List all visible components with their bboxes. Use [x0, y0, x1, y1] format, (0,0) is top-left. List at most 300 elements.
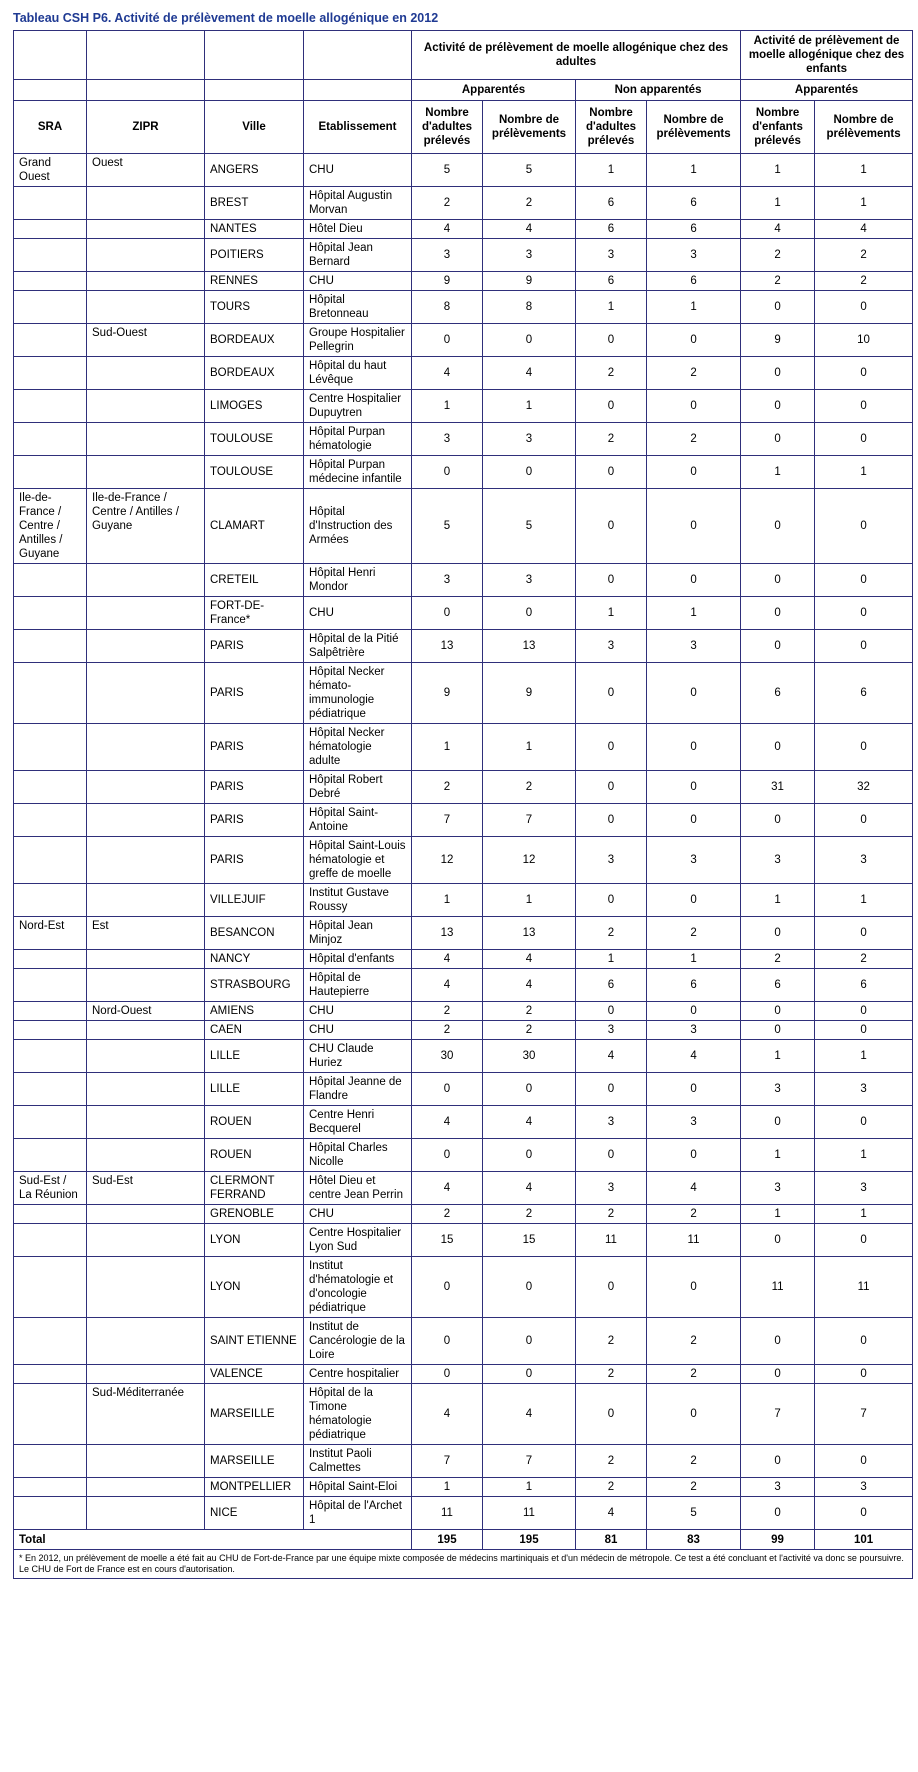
cell-value: 1	[815, 187, 913, 220]
cell-ville: FORT-DE-France*	[205, 597, 304, 630]
cell-value: 10	[815, 324, 913, 357]
header-adultes-preleves: Nombre d'adultes prélevés	[412, 101, 483, 154]
cell-value: 0	[576, 324, 647, 357]
cell-value: 6	[647, 220, 741, 239]
cell-value: 32	[815, 771, 913, 804]
cell-value: 3	[741, 837, 815, 884]
cell-zipr	[87, 1106, 205, 1139]
cell-zipr	[87, 1445, 205, 1478]
table-row	[14, 1106, 913, 1139]
cell-value: 4	[647, 1040, 741, 1073]
cell-value: 15	[483, 1224, 576, 1257]
table-row	[14, 1224, 913, 1257]
cell-value: 1	[412, 884, 483, 917]
cell-value: 1	[647, 154, 741, 187]
cell-ville: POITIERS	[205, 239, 304, 272]
cell-value: 2	[815, 950, 913, 969]
cell-etablissement: Hôpital Jean Bernard	[304, 239, 412, 272]
header-row-group	[14, 31, 913, 80]
cell-value: 6	[647, 969, 741, 1002]
cell-ville: BESANCON	[205, 917, 304, 950]
cell-sra	[14, 1257, 87, 1318]
cell-ville: ROUEN	[205, 1106, 304, 1139]
table-row	[14, 1073, 913, 1106]
cell-etablissement: CHU	[304, 1002, 412, 1021]
cell-value: 4	[412, 1172, 483, 1205]
table-row	[14, 724, 913, 771]
cell-value: 2	[741, 950, 815, 969]
cell-value: 2	[412, 187, 483, 220]
cell-zipr	[87, 187, 205, 220]
header-prelevements-enf: Nombre de prélèvements	[815, 101, 913, 154]
table-row	[14, 564, 913, 597]
cell-value: 2	[576, 1478, 647, 1497]
cell-value: 3	[647, 1021, 741, 1040]
header-adultes-preleves-na: Nombre d'adultes prélevés	[576, 101, 647, 154]
cell-value: 1	[412, 1478, 483, 1497]
cell-value: 0	[647, 1384, 741, 1445]
cell-value: 1	[815, 1139, 913, 1172]
header-prelevements: Nombre de prélèvements	[483, 101, 576, 154]
cell-etablissement: Hôpital Henri Mondor	[304, 564, 412, 597]
cell-zipr	[87, 1497, 205, 1530]
cell-zipr	[87, 597, 205, 630]
cell-value: 9	[412, 663, 483, 724]
cell-value: 0	[815, 489, 913, 564]
cell-etablissement: Hôpital du haut Lévêque	[304, 357, 412, 390]
cell-zipr	[87, 1021, 205, 1040]
cell-value: 0	[741, 489, 815, 564]
cell-value: 6	[576, 969, 647, 1002]
cell-etablissement: Hôpital Necker hémato-immunologie pédiatrique	[304, 663, 412, 724]
cell-sra	[14, 1318, 87, 1365]
cell-value: 0	[647, 771, 741, 804]
cell-value: 1	[412, 390, 483, 423]
cell-value: 1	[576, 291, 647, 324]
cell-sra	[14, 239, 87, 272]
cell-sra	[14, 884, 87, 917]
header-blank	[14, 80, 87, 101]
cell-value: 2	[412, 1021, 483, 1040]
table-row	[14, 837, 913, 884]
header-group-adults: Activité de prélèvement de moelle allogénique chez des adultes	[412, 31, 741, 80]
cell-value: 7	[483, 804, 576, 837]
cell-value: 3	[815, 1073, 913, 1106]
cell-value: 0	[741, 1002, 815, 1021]
cell-value: 1	[647, 597, 741, 630]
cell-value: 1	[741, 1139, 815, 1172]
cell-value: 0	[741, 423, 815, 456]
cell-etablissement: CHU	[304, 597, 412, 630]
cell-ville: NANCY	[205, 950, 304, 969]
cell-etablissement: Hôpital de la Pitié Salpêtrière	[304, 630, 412, 663]
cell-value: 1	[647, 950, 741, 969]
cell-value: 1	[741, 884, 815, 917]
cell-value: 0	[483, 1318, 576, 1365]
cell-value: 0	[576, 1257, 647, 1318]
cell-sra	[14, 564, 87, 597]
cell-value: 0	[647, 390, 741, 423]
cell-etablissement: Hôpital Charles Nicolle	[304, 1139, 412, 1172]
header-blank	[87, 31, 205, 80]
total-cell: 195	[483, 1530, 576, 1550]
cell-zipr	[87, 969, 205, 1002]
table-row	[14, 291, 913, 324]
cell-value: 0	[647, 663, 741, 724]
cell-ville: PARIS	[205, 837, 304, 884]
cell-value: 3	[647, 1106, 741, 1139]
cell-value: 0	[815, 630, 913, 663]
cell-value: 1	[412, 724, 483, 771]
cell-value: 2	[576, 1205, 647, 1224]
cell-zipr	[87, 390, 205, 423]
cell-value: 2	[576, 1445, 647, 1478]
cell-ville: ANGERS	[205, 154, 304, 187]
cell-ville: PARIS	[205, 663, 304, 724]
cell-value: 1	[815, 456, 913, 489]
cell-value: 0	[741, 1497, 815, 1530]
cell-ville: PARIS	[205, 724, 304, 771]
header-apparentes-children: Apparentés	[741, 80, 913, 101]
cell-zipr	[87, 771, 205, 804]
cell-sra	[14, 1445, 87, 1478]
cell-value: 1	[741, 1040, 815, 1073]
cell-value: 2	[647, 1205, 741, 1224]
cell-etablissement: Hôpital de l'Archet 1	[304, 1497, 412, 1530]
cell-value: 3	[483, 239, 576, 272]
cell-value: 3	[647, 630, 741, 663]
cell-zipr	[87, 1478, 205, 1497]
cell-value: 6	[741, 969, 815, 1002]
cell-etablissement: Institut Gustave Roussy	[304, 884, 412, 917]
cell-zipr	[87, 1205, 205, 1224]
table-row	[14, 1365, 913, 1384]
cell-value: 12	[483, 837, 576, 884]
cell-value: 0	[576, 884, 647, 917]
cell-sra	[14, 357, 87, 390]
cell-sra	[14, 1384, 87, 1445]
cell-etablissement: CHU	[304, 154, 412, 187]
table-row	[14, 187, 913, 220]
cell-value: 3	[576, 837, 647, 884]
cell-value: 0	[483, 1073, 576, 1106]
cell-value: 0	[576, 564, 647, 597]
cell-ville: AMIENS	[205, 1002, 304, 1021]
header-blank	[304, 80, 412, 101]
cell-ville: CLERMONT FERRAND	[205, 1172, 304, 1205]
cell-value: 0	[815, 1445, 913, 1478]
cell-value: 4	[483, 357, 576, 390]
cell-value: 2	[483, 1021, 576, 1040]
cell-value: 31	[741, 771, 815, 804]
cell-value: 2	[576, 1365, 647, 1384]
cell-sra	[14, 1478, 87, 1497]
cell-value: 0	[483, 456, 576, 489]
table-row	[14, 663, 913, 724]
total-cell: 101	[815, 1530, 913, 1550]
table-row	[14, 390, 913, 423]
cell-sra	[14, 771, 87, 804]
cell-zipr	[87, 884, 205, 917]
table-row	[14, 423, 913, 456]
cell-value: 8	[483, 291, 576, 324]
cell-value: 0	[647, 1002, 741, 1021]
cell-value: 2	[741, 272, 815, 291]
cell-value: 9	[412, 272, 483, 291]
cell-ville: LILLE	[205, 1073, 304, 1106]
cell-value: 3	[412, 423, 483, 456]
cell-value: 1	[815, 884, 913, 917]
cell-value: 0	[815, 357, 913, 390]
cell-zipr	[87, 1365, 205, 1384]
table-row	[14, 630, 913, 663]
cell-value: 0	[741, 917, 815, 950]
cell-value: 0	[741, 357, 815, 390]
cell-value: 0	[483, 1139, 576, 1172]
cell-value: 6	[815, 663, 913, 724]
cell-zipr	[87, 220, 205, 239]
cell-value: 6	[576, 220, 647, 239]
cell-value: 0	[815, 1365, 913, 1384]
cell-value: 9	[741, 324, 815, 357]
cell-ville: TOULOUSE	[205, 456, 304, 489]
table-row	[14, 1445, 913, 1478]
cell-value: 2	[576, 1318, 647, 1365]
cell-value: 0	[483, 324, 576, 357]
cell-zipr	[87, 456, 205, 489]
cell-ville: LILLE	[205, 1040, 304, 1073]
cell-value: 8	[412, 291, 483, 324]
cell-ville: BREST	[205, 187, 304, 220]
cell-value: 0	[815, 597, 913, 630]
cell-value: 3	[741, 1172, 815, 1205]
cell-sra	[14, 1224, 87, 1257]
cell-value: 1	[741, 154, 815, 187]
cell-value: 2	[647, 917, 741, 950]
cell-value: 11	[483, 1497, 576, 1530]
cell-value: 1	[576, 597, 647, 630]
table-row	[14, 597, 913, 630]
cell-value: 0	[576, 1384, 647, 1445]
cell-value: 2	[647, 1318, 741, 1365]
cell-value: 0	[647, 456, 741, 489]
cell-ville: ROUEN	[205, 1139, 304, 1172]
cell-value: 0	[647, 724, 741, 771]
cell-zipr	[87, 272, 205, 291]
cell-value: 0	[741, 390, 815, 423]
cell-ville: RENNES	[205, 272, 304, 291]
cell-etablissement: CHU	[304, 272, 412, 291]
cell-value: 0	[647, 564, 741, 597]
cell-ville: MONTPELLIER	[205, 1478, 304, 1497]
table-row	[14, 1318, 913, 1365]
header-prelevements-na: Nombre de prélèvements	[647, 101, 741, 154]
cell-value: 0	[412, 597, 483, 630]
cell-value: 1	[815, 1205, 913, 1224]
cell-value: 7	[412, 1445, 483, 1478]
total-row	[14, 1530, 913, 1550]
cell-value: 0	[576, 489, 647, 564]
header-row-subgroup	[14, 80, 913, 101]
cell-ville: NICE	[205, 1497, 304, 1530]
cell-value: 2	[741, 239, 815, 272]
cell-zipr: Sud-Méditerranée	[87, 1384, 205, 1445]
cell-etablissement: CHU	[304, 1021, 412, 1040]
cell-etablissement: Hôpital Purpan médecine infantile	[304, 456, 412, 489]
cell-etablissement: Groupe Hospitalier Pellegrin	[304, 324, 412, 357]
cell-ville: MARSEILLE	[205, 1445, 304, 1478]
cell-sra: Sud-Est / La Réunion	[14, 1172, 87, 1205]
total-cell: 83	[647, 1530, 741, 1550]
cell-ville: CRETEIL	[205, 564, 304, 597]
cell-zipr	[87, 357, 205, 390]
cell-value: 2	[483, 771, 576, 804]
cell-etablissement: Hôpital Augustin Morvan	[304, 187, 412, 220]
cell-value: 1	[576, 950, 647, 969]
cell-etablissement: CHU	[304, 1205, 412, 1224]
cell-value: 4	[576, 1497, 647, 1530]
cell-value: 0	[741, 724, 815, 771]
header-sra: SRA	[14, 101, 87, 154]
cell-value: 9	[483, 272, 576, 291]
table-row	[14, 1021, 913, 1040]
cell-value: 0	[412, 1365, 483, 1384]
header-blank	[87, 80, 205, 101]
cell-value: 5	[483, 154, 576, 187]
cell-value: 6	[647, 272, 741, 291]
cell-value: 0	[741, 1445, 815, 1478]
header-group-children: Activité de prélèvement de moelle allogénique chez des enfants	[741, 31, 913, 80]
cell-etablissement: Hôpital Bretonneau	[304, 291, 412, 324]
cell-value: 11	[412, 1497, 483, 1530]
cell-value: 0	[741, 1021, 815, 1040]
cell-value: 0	[815, 423, 913, 456]
cell-ville: LYON	[205, 1257, 304, 1318]
cell-value: 0	[412, 1257, 483, 1318]
table-row	[14, 1257, 913, 1318]
cell-value: 3	[815, 837, 913, 884]
cell-sra	[14, 1365, 87, 1384]
cell-value: 4	[576, 1040, 647, 1073]
cell-value: 2	[576, 917, 647, 950]
cell-value: 0	[815, 390, 913, 423]
cell-value: 0	[576, 1073, 647, 1106]
cell-ville: PARIS	[205, 630, 304, 663]
cell-value: 1	[815, 1040, 913, 1073]
cell-etablissement: Hôpital Saint-Louis hématologie et greffe de moelle	[304, 837, 412, 884]
cell-value: 4	[647, 1172, 741, 1205]
cell-value: 4	[412, 969, 483, 1002]
cell-sra	[14, 1040, 87, 1073]
cell-value: 5	[412, 489, 483, 564]
cell-value: 13	[483, 917, 576, 950]
cell-value: 0	[815, 1106, 913, 1139]
cell-zipr	[87, 1040, 205, 1073]
cell-ville: VALENCE	[205, 1365, 304, 1384]
cell-value: 0	[741, 564, 815, 597]
table-row	[14, 456, 913, 489]
footnote-row	[14, 1550, 913, 1579]
cell-value: 3	[741, 1073, 815, 1106]
cell-value: 30	[483, 1040, 576, 1073]
cell-sra	[14, 1497, 87, 1530]
cell-zipr	[87, 804, 205, 837]
cell-value: 3	[483, 564, 576, 597]
cell-value: 0	[815, 1002, 913, 1021]
cell-value: 0	[815, 724, 913, 771]
cell-value: 0	[815, 917, 913, 950]
cell-zipr	[87, 663, 205, 724]
cell-value: 15	[412, 1224, 483, 1257]
cell-value: 1	[483, 390, 576, 423]
cell-sra: Grand Ouest	[14, 154, 87, 187]
cell-value: 0	[412, 1073, 483, 1106]
cell-zipr	[87, 239, 205, 272]
cell-value: 0	[576, 390, 647, 423]
cell-value: 2	[647, 1478, 741, 1497]
cell-value: 2	[412, 1002, 483, 1021]
cell-value: 13	[483, 630, 576, 663]
cell-value: 6	[576, 272, 647, 291]
table-row	[14, 969, 913, 1002]
cell-etablissement: Centre Henri Becquerel	[304, 1106, 412, 1139]
cell-ville: PARIS	[205, 804, 304, 837]
cell-value: 5	[483, 489, 576, 564]
cell-value: 5	[647, 1497, 741, 1530]
cell-sra	[14, 1106, 87, 1139]
cell-sra	[14, 804, 87, 837]
cell-ville: VILLEJUIF	[205, 884, 304, 917]
cell-sra	[14, 597, 87, 630]
table-row	[14, 324, 913, 357]
cell-value: 3	[576, 1021, 647, 1040]
cell-sra	[14, 1021, 87, 1040]
data-table	[13, 30, 913, 1579]
cell-value: 11	[741, 1257, 815, 1318]
cell-value: 0	[815, 1021, 913, 1040]
cell-ville: LIMOGES	[205, 390, 304, 423]
cell-sra	[14, 291, 87, 324]
cell-value: 4	[741, 220, 815, 239]
cell-value: 1	[741, 1205, 815, 1224]
cell-value: 4	[412, 1106, 483, 1139]
total-label: Total	[14, 1530, 412, 1550]
cell-value: 0	[741, 597, 815, 630]
cell-value: 2	[647, 1365, 741, 1384]
cell-ville: CLAMART	[205, 489, 304, 564]
table-row	[14, 220, 913, 239]
cell-etablissement: Hôpital Necker hématologie adulte	[304, 724, 412, 771]
cell-sra	[14, 630, 87, 663]
cell-value: 6	[741, 663, 815, 724]
cell-value: 0	[412, 1139, 483, 1172]
cell-value: 7	[483, 1445, 576, 1478]
cell-value: 11	[815, 1257, 913, 1318]
cell-value: 0	[647, 884, 741, 917]
table-row	[14, 239, 913, 272]
cell-value: 6	[647, 187, 741, 220]
header-blank	[14, 31, 87, 80]
table-row	[14, 1002, 913, 1021]
cell-value: 0	[576, 1139, 647, 1172]
header-blank	[304, 31, 412, 80]
cell-etablissement: Hôpital Purpan hématologie	[304, 423, 412, 456]
cell-ville: LYON	[205, 1224, 304, 1257]
cell-value: 30	[412, 1040, 483, 1073]
table-row	[14, 950, 913, 969]
cell-zipr	[87, 1139, 205, 1172]
cell-value: 1	[741, 456, 815, 489]
